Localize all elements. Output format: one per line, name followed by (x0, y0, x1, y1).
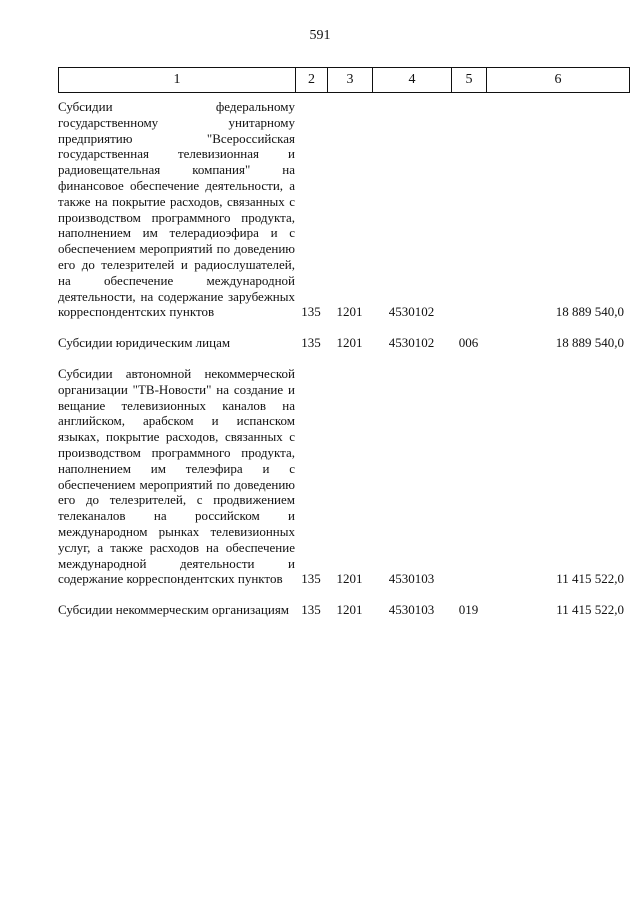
row-section-code: 1201 (336, 304, 363, 320)
row-target-code: 4530102 (388, 304, 435, 320)
table-body (58, 99, 628, 618)
row-expense-code: 006 (458, 335, 479, 351)
row-amount: 11 415 522,0 (556, 602, 624, 618)
row-ministry-code: 135 (301, 602, 321, 618)
header-col-4: 4 (373, 68, 452, 92)
page-number: 591 (309, 28, 331, 43)
table-header (58, 67, 630, 93)
row-amount: 18 889 540,0 (555, 304, 624, 320)
row-description: Субсидии некоммерческим организациям (58, 602, 290, 618)
row-description: Субсидии автономной некоммерческой организации "ТВ-Новости" на создание и вещание телевизионных каналов на английском, арабском и испанском языках, покрытие расходов, связанных с производством программного продукта, наполнением им телеэфира и с обеспечением мероприятий по доведению его до телезрителей, с продвижением телеканалов на российском и международном рынках телевизионных услуг, а также расходов на обеспечение международной деятельности и содержание корреспондентских пунктов (58, 365, 295, 587)
header-col-1: 1 (59, 68, 296, 92)
row-ministry-code: 135 (301, 571, 321, 587)
row-target-code: 4530102 (388, 335, 435, 351)
header-col-5: 5 (452, 68, 487, 92)
table-row (58, 99, 628, 320)
header-col-2: 2 (296, 68, 328, 92)
row-amount: 11 415 522,0 (556, 571, 624, 587)
row-description: Субсидии юридическим лицам (58, 335, 231, 351)
row-ministry-code: 135 (301, 304, 321, 320)
table-row (58, 602, 628, 618)
row-section-code: 1201 (336, 602, 363, 618)
row-target-code: 4530103 (388, 571, 435, 587)
row-amount: 18 889 540,0 (555, 335, 624, 351)
row-target-code: 4530103 (388, 602, 435, 618)
row-section-code: 1201 (336, 335, 363, 351)
table-row (58, 366, 628, 587)
header-col-3: 3 (328, 68, 373, 92)
row-ministry-code: 135 (301, 335, 321, 351)
header-col-6: 6 (554, 72, 562, 87)
row-section-code: 1201 (336, 571, 363, 587)
row-expense-code: 019 (458, 602, 479, 618)
table-row (58, 335, 628, 351)
row-description: Субсидии федеральному государственному унитарному предприятию "Всероссийская государственная телевизионная и радиовещательная компания" на финансовое обеспечение деятельности, а также на покрытие расходов, связанных с производством программного продукта, наполнением им телерадиоэфира и с обеспечением мероприятий по доведению его до телезрителей и радиослушателей, на обеспечение международной деятельности, на содержание зарубежных корреспондентских пунктов (58, 99, 295, 320)
